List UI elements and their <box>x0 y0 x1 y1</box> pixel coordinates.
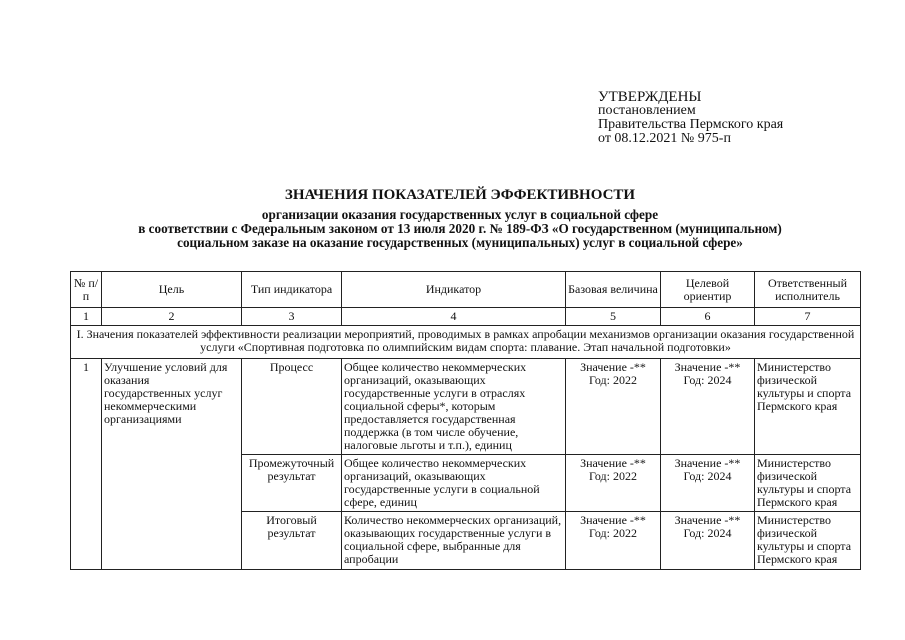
indicator-type: Процесс <box>242 359 342 455</box>
row-number: 1 <box>71 359 102 570</box>
section-title: I. Значения показателей эффективности реализации мероприятий, проводимых в рамках апробации механизмов организации оказания государственной услуги «Спортивная подготовка по олимпийским видам спорта: плавание. Этап начальной подготовки» <box>71 326 861 359</box>
responsible-cell: Министерство физической культуры и спорта Пермского края <box>755 512 861 570</box>
target-year: Год: 2024 <box>683 373 732 387</box>
base-value-cell <box>566 455 661 512</box>
approval-stamp <box>598 90 783 146</box>
document-title: ЗНАЧЕНИЯ ПОКАЗАТЕЛЕЙ ЭФФЕКТИВНОСТИ <box>284 187 636 203</box>
table-header-row <box>71 272 861 308</box>
target-value-cell <box>661 512 755 570</box>
column-number: 6 <box>661 308 755 326</box>
document-subtitle-3: социальном заказе на оказание государственных (муниципальных) услуг в социальной сфере» <box>177 235 743 250</box>
base-value-cell <box>566 512 661 570</box>
base-value-cell <box>566 359 661 455</box>
approval-line-3: от 08.12.2021 № 975-п <box>598 131 731 146</box>
approval-line-1: постановлением <box>598 103 696 118</box>
target-year: Год: 2024 <box>683 526 732 540</box>
base-year: Год: 2022 <box>589 526 637 540</box>
indicator-type: Итоговый результат <box>242 512 342 570</box>
header-responsible: Ответственный исполнитель <box>755 272 861 308</box>
document-title-block <box>60 186 860 250</box>
approval-line-2: Правительства Пермского края <box>598 117 784 132</box>
document-subtitle-2: в соответствии с Федеральным законом от 13 июля 2020 г. № 189-ФЗ «О государственном (муниципальном) <box>138 221 782 236</box>
column-number: 1 <box>71 308 102 326</box>
target-value: Значение -** <box>674 513 741 527</box>
indicators-table <box>70 271 861 570</box>
target-value: Значение -** <box>674 360 741 374</box>
target-value: Значение -** <box>674 456 741 470</box>
section-row <box>71 326 861 359</box>
indicator-text: Общее количество некоммерческих организаций, оказывающих государственные услуги в отраслях социальной сферы*, которым предоставляется государственная поддержка (в том числе обучение, налоговые льготы и т.п.), единиц <box>342 359 566 455</box>
target-year: Год: 2024 <box>683 469 732 483</box>
indicator-type: Промежуточный результат <box>242 455 342 512</box>
responsible-cell: Министерство физической культуры и спорта Пермского края <box>755 359 861 455</box>
base-year: Год: 2022 <box>589 373 637 387</box>
goal-cell: Улучшение условий для оказания государственных услуг некоммерческими организациями <box>102 359 242 570</box>
column-number-row <box>71 308 861 326</box>
header-base: Базовая величина <box>566 272 661 308</box>
table-row <box>71 359 861 455</box>
indicator-text: Общее количество некоммерческих организаций, оказывающих государственные услуги в социальной сфере, единиц <box>342 455 566 512</box>
document-subtitle-1: организации оказания государственных услуг в социальной сфере <box>261 207 659 222</box>
base-value: Значение -** <box>580 513 646 527</box>
indicator-text: Количество некоммерческих организаций, оказывающих государственные услуги в социальной сфере, выбранные для апробации <box>342 512 566 570</box>
responsible-cell: Министерство физической культуры и спорта Пермского края <box>755 455 861 512</box>
base-value: Значение -** <box>580 360 646 374</box>
approval-heading: УТВЕРЖДЕНЫ <box>598 89 702 105</box>
target-value-cell <box>661 455 755 512</box>
column-number: 2 <box>102 308 242 326</box>
header-goal: Цель <box>102 272 242 308</box>
header-num: № п/п <box>71 272 102 308</box>
column-number: 5 <box>566 308 661 326</box>
header-type: Тип индикатора <box>242 272 342 308</box>
column-number: 3 <box>242 308 342 326</box>
header-indicator: Индикатор <box>342 272 566 308</box>
target-value-cell <box>661 359 755 455</box>
header-target: Целевой ориентир <box>661 272 755 308</box>
column-number: 4 <box>342 308 566 326</box>
column-number: 7 <box>755 308 861 326</box>
base-year: Год: 2022 <box>589 469 637 483</box>
base-value: Значение -** <box>580 456 646 470</box>
